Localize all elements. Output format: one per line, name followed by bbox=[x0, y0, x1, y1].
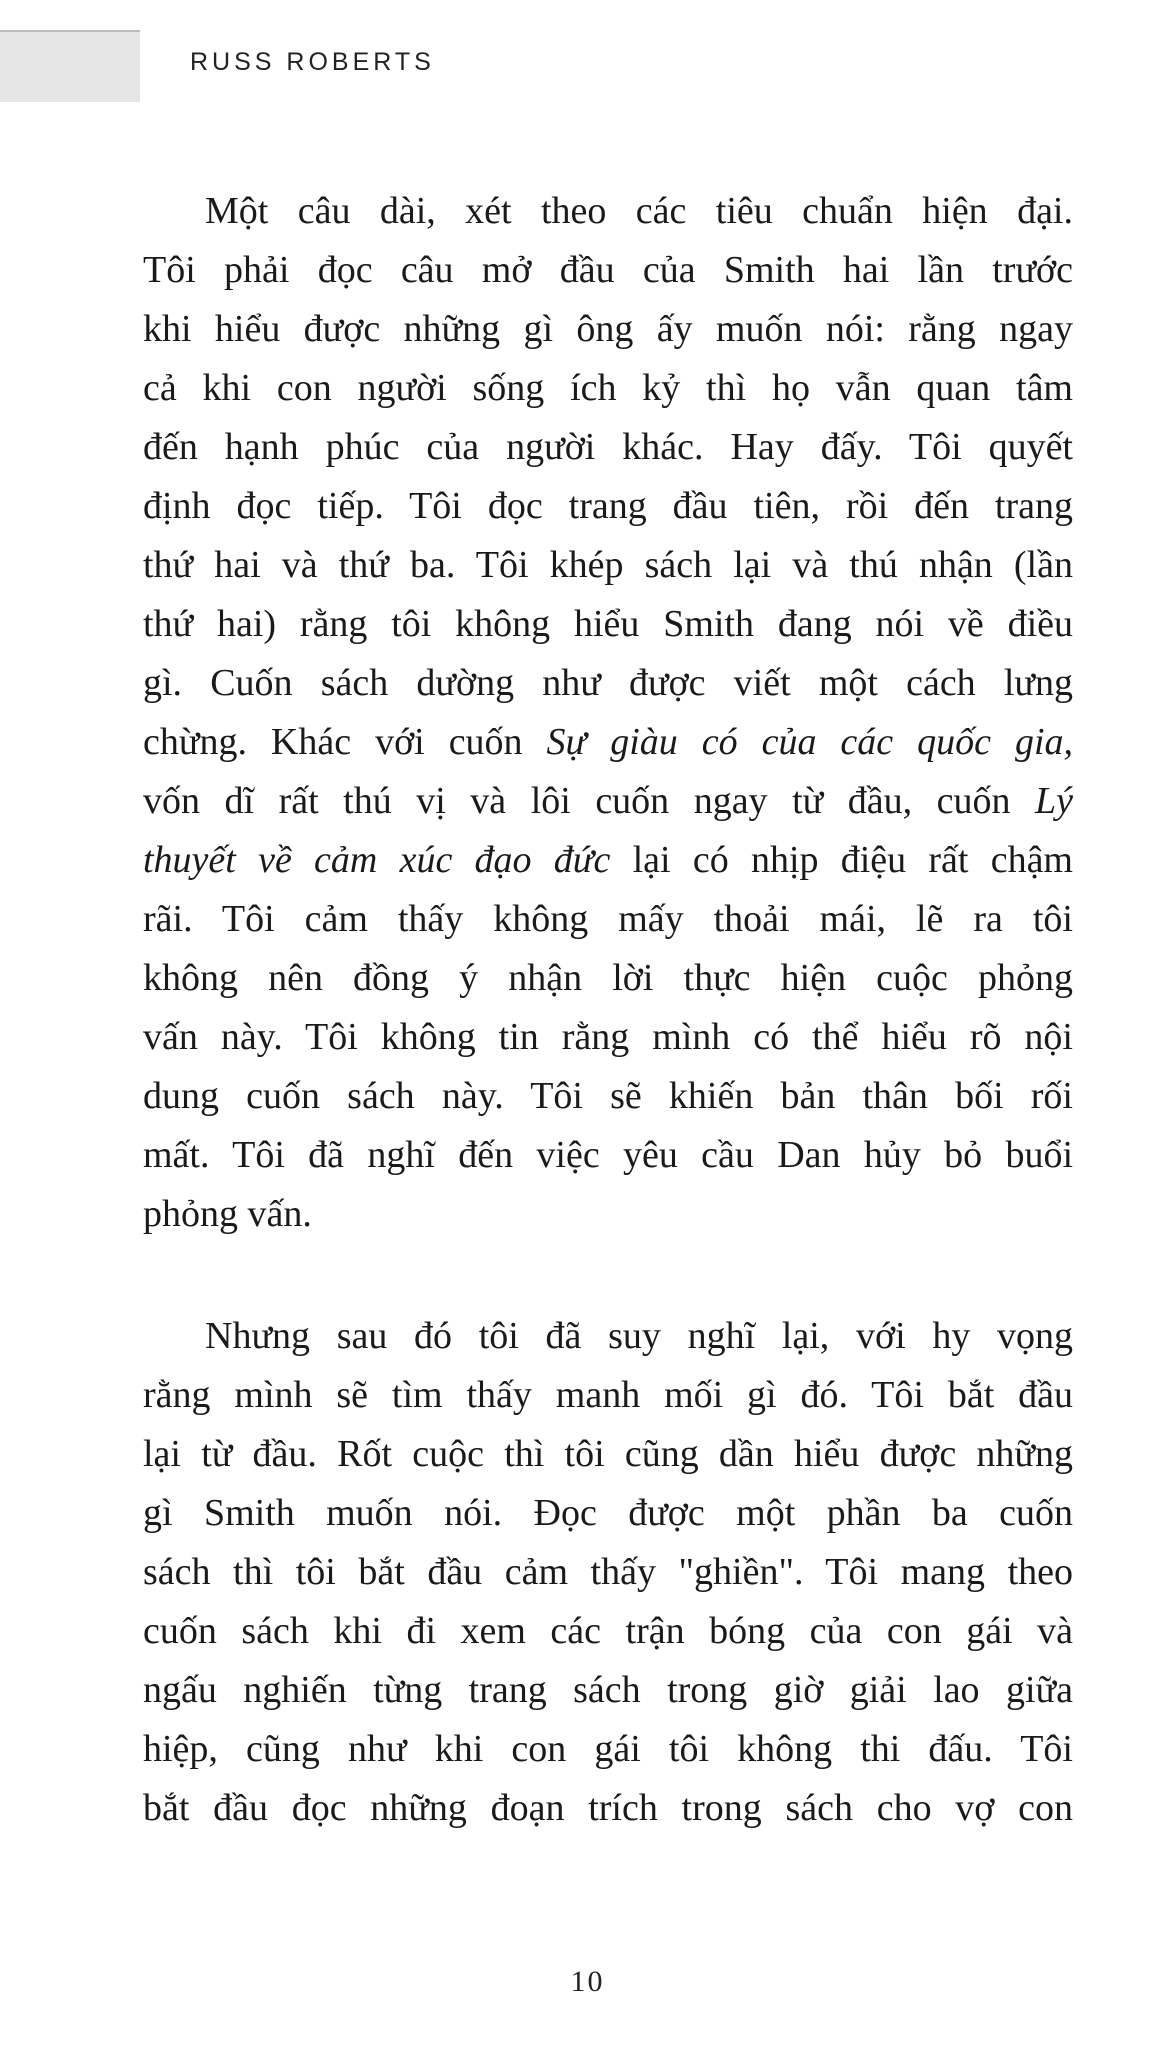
text-line: rãi. Tôi cảm thấy không mấy thoải mái, lẽ ra tôi bbox=[143, 898, 1073, 940]
text-line: bắt đầu đọc những đoạn trích trong sách cho vợ con bbox=[143, 1787, 1073, 1829]
text-line: phỏng vấn. bbox=[143, 1193, 312, 1235]
text-line: gì. Cuốn sách dường như được viết một cách lưng bbox=[143, 662, 1073, 704]
book-title-wealth-of-nations: Sự giàu có của các quốc gia, bbox=[546, 721, 1074, 763]
paragraph-1 bbox=[143, 182, 1073, 1244]
page-number: 10 bbox=[570, 1965, 605, 1998]
text-line: lại từ đầu. Rốt cuộc thì tôi cũng dần hiểu được những bbox=[143, 1433, 1073, 1475]
text-run: vốn dĩ rất thú vị và lôi cuốn ngay từ đầu, cuốn bbox=[143, 780, 1035, 822]
text-line: cuốn sách khi đi xem các trận bóng của con gái và bbox=[143, 1610, 1073, 1652]
running-head: RUSS ROBERTS bbox=[190, 48, 435, 76]
text-line: dung cuốn sách này. Tôi sẽ khiến bản thân bối rối bbox=[143, 1075, 1073, 1117]
paragraph-2 bbox=[143, 1307, 1073, 1838]
text-line: không nên đồng ý nhận lời thực hiện cuộc phỏng bbox=[143, 957, 1073, 999]
text-line: Tôi phải đọc câu mở đầu của Smith hai lần trước bbox=[143, 249, 1073, 291]
text-line: sách thì tôi bắt đầu cảm thấy "ghiền". Tôi mang theo bbox=[143, 1551, 1073, 1593]
text-line bbox=[143, 831, 1073, 890]
paragraph-gap bbox=[143, 1244, 1073, 1307]
book-title-moral-sentiments-start: Lý bbox=[1035, 780, 1073, 822]
text-line: hiệp, cũng như khi con gái tôi không thi đấu. Tôi bbox=[143, 1728, 1073, 1770]
text-run: lại có nhịp điệu rất chậm bbox=[610, 839, 1073, 881]
text-line: gì Smith muốn nói. Đọc được một phần ba cuốn bbox=[143, 1492, 1073, 1534]
body-text bbox=[143, 182, 1073, 1838]
scan-edge-shadow bbox=[0, 30, 140, 102]
book-title-moral-sentiments: thuyết về cảm xúc đạo đức bbox=[143, 839, 611, 881]
text-run: chừng. Khác với cuốn bbox=[143, 721, 547, 763]
text-line: Một câu dài, xét theo các tiêu chuẩn hiện đại. bbox=[205, 190, 1073, 232]
text-line: ngấu nghiến từng trang sách trong giờ giải lao giữa bbox=[143, 1669, 1073, 1711]
text-line: mất. Tôi đã nghĩ đến việc yêu cầu Dan hủy bỏ buổi bbox=[143, 1134, 1073, 1176]
text-line: thứ hai và thứ ba. Tôi khép sách lại và thú nhận (lần bbox=[143, 544, 1073, 586]
scan-edge-line bbox=[0, 30, 140, 32]
text-line bbox=[143, 713, 1073, 772]
text-line: đến hạnh phúc của người khác. Hay đấy. Tôi quyết bbox=[143, 426, 1073, 468]
text-line bbox=[143, 772, 1073, 831]
text-line: định đọc tiếp. Tôi đọc trang đầu tiên, rồi đến trang bbox=[143, 485, 1073, 527]
text-line: cả khi con người sống ích kỷ thì họ vẫn quan tâm bbox=[143, 367, 1073, 409]
text-line: khi hiểu được những gì ông ấy muốn nói: rằng ngay bbox=[143, 308, 1073, 350]
text-line: rằng mình sẽ tìm thấy manh mối gì đó. Tôi bắt đầu bbox=[143, 1374, 1073, 1416]
text-line: vấn này. Tôi không tin rằng mình có thể hiểu rõ nội bbox=[143, 1016, 1073, 1058]
text-line: Nhưng sau đó tôi đã suy nghĩ lại, với hy vọng bbox=[205, 1315, 1073, 1357]
text-line: thứ hai) rằng tôi không hiểu Smith đang nói về điều bbox=[143, 603, 1073, 645]
